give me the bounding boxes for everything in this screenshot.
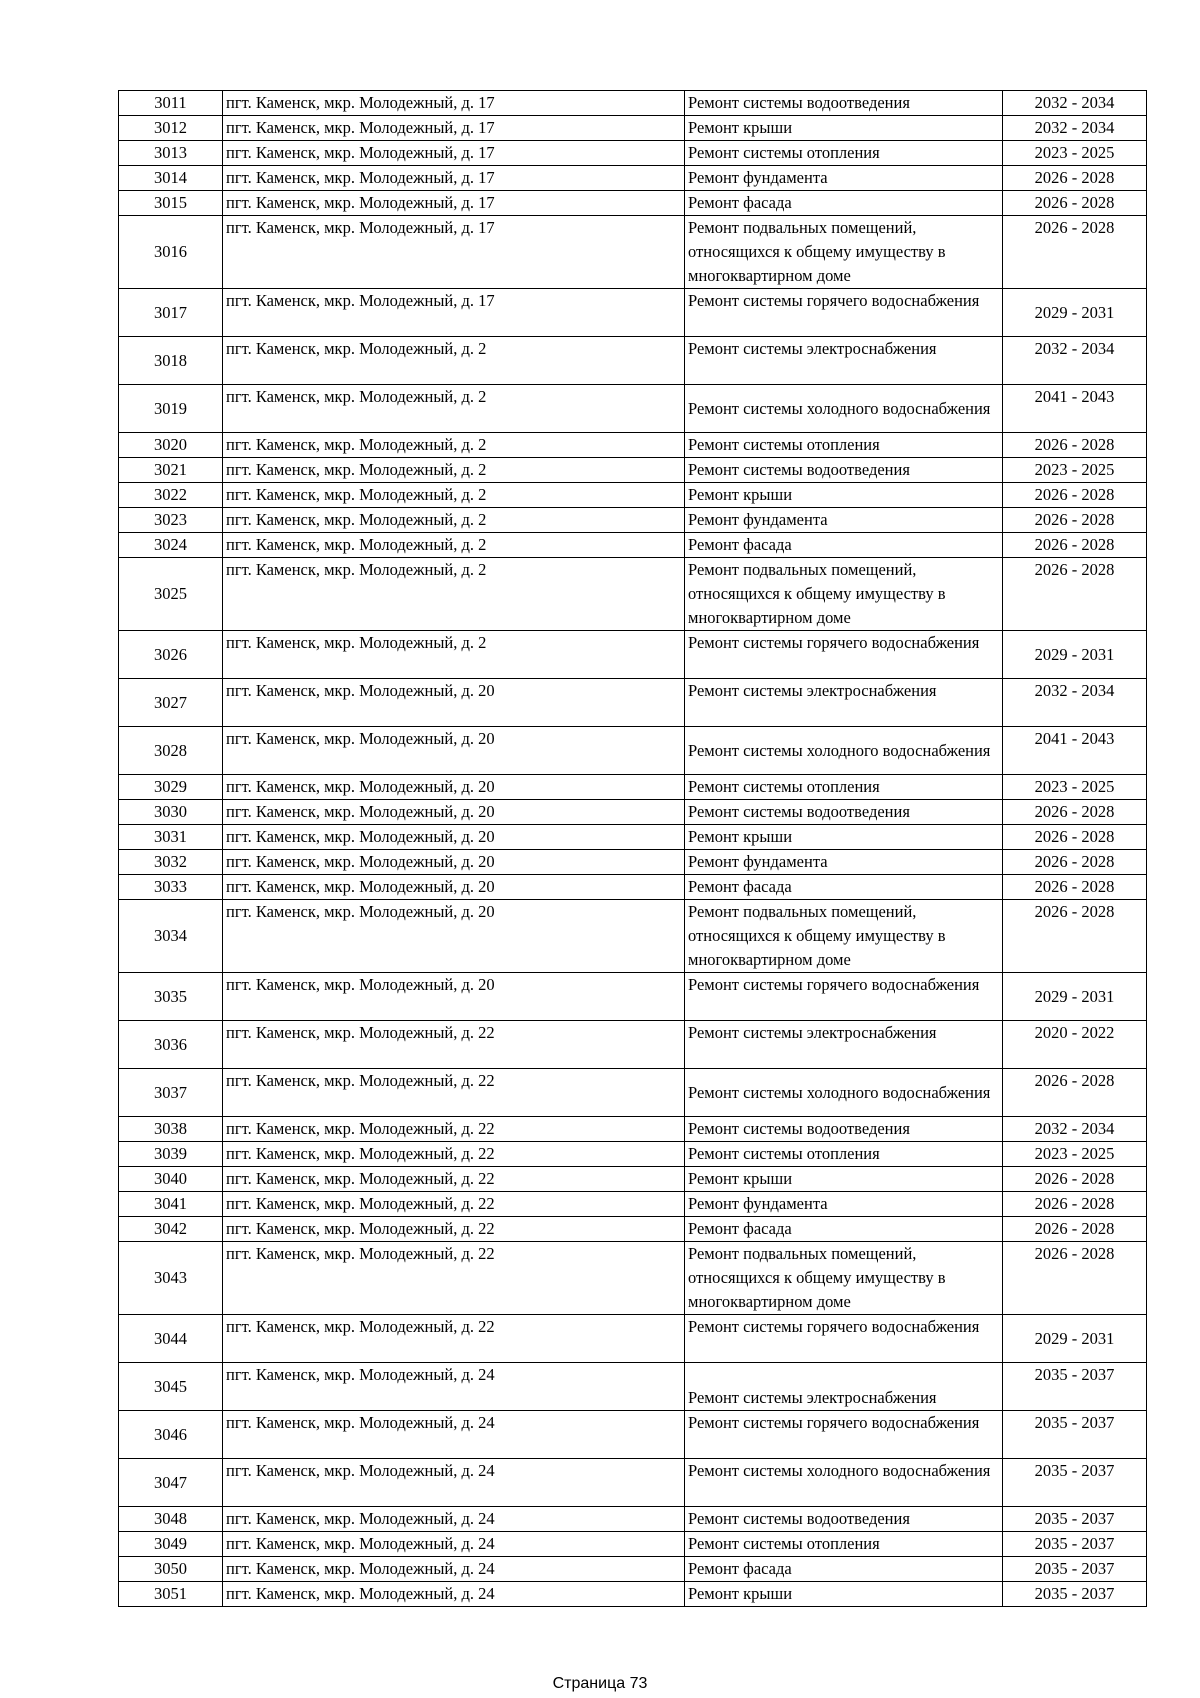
period-cell: 2026 - 2028: [1003, 800, 1147, 825]
address-cell: пгт. Каменск, мкр. Молодежный, д. 2: [223, 533, 685, 558]
table-row: [119, 337, 1147, 385]
period-cell: 2032 - 2034: [1003, 1117, 1147, 1142]
row-number-cell: 3012: [119, 116, 223, 141]
table-row: [119, 775, 1147, 800]
row-number-cell: 3050: [119, 1557, 223, 1582]
address-cell: пгт. Каменск, мкр. Молодежный, д. 24: [223, 1582, 685, 1607]
address-cell: пгт. Каменск, мкр. Молодежный, д. 22: [223, 1315, 685, 1363]
table-row: [119, 289, 1147, 337]
table-row: [119, 1192, 1147, 1217]
work-type-cell: Ремонт подвальных помещений, относящихся к общему имуществу в многоквартирном доме: [685, 900, 1003, 973]
table-row: [119, 679, 1147, 727]
row-number-cell: 3025: [119, 558, 223, 631]
row-number-cell: 3038: [119, 1117, 223, 1142]
row-number-cell: 3041: [119, 1192, 223, 1217]
table-row: [119, 1167, 1147, 1192]
address-cell: пгт. Каменск, мкр. Молодежный, д. 17: [223, 91, 685, 116]
row-number-cell: 3036: [119, 1021, 223, 1069]
period-cell: 2026 - 2028: [1003, 558, 1147, 631]
work-type-cell: Ремонт системы водоотведения: [685, 458, 1003, 483]
address-cell: пгт. Каменск, мкр. Молодежный, д. 17: [223, 116, 685, 141]
table-row: [119, 825, 1147, 850]
address-cell: пгт. Каменск, мкр. Молодежный, д. 20: [223, 775, 685, 800]
address-cell: пгт. Каменск, мкр. Молодежный, д. 17: [223, 289, 685, 337]
address-cell: пгт. Каменск, мкр. Молодежный, д. 22: [223, 1167, 685, 1192]
address-cell: пгт. Каменск, мкр. Молодежный, д. 22: [223, 1242, 685, 1315]
row-number-cell: 3032: [119, 850, 223, 875]
address-cell: пгт. Каменск, мкр. Молодежный, д. 22: [223, 1142, 685, 1167]
period-cell: 2026 - 2028: [1003, 1217, 1147, 1242]
period-cell: 2029 - 2031: [1003, 289, 1147, 337]
row-number-cell: 3015: [119, 191, 223, 216]
period-cell: 2035 - 2037: [1003, 1557, 1147, 1582]
work-type-cell: Ремонт системы электроснабжения: [685, 679, 1003, 727]
repair-schedule-table: [118, 90, 1147, 1607]
table-row: [119, 1142, 1147, 1167]
table-row: [119, 433, 1147, 458]
work-type-cell: Ремонт фасада: [685, 533, 1003, 558]
table-row: [119, 216, 1147, 289]
period-cell: 2035 - 2037: [1003, 1411, 1147, 1459]
period-cell: 2035 - 2037: [1003, 1532, 1147, 1557]
table-row: [119, 533, 1147, 558]
period-cell: 2023 - 2025: [1003, 458, 1147, 483]
address-cell: пгт. Каменск, мкр. Молодежный, д. 22: [223, 1217, 685, 1242]
address-cell: пгт. Каменск, мкр. Молодежный, д. 2: [223, 458, 685, 483]
work-type-cell: Ремонт фасада: [685, 1557, 1003, 1582]
period-cell: 2029 - 2031: [1003, 1315, 1147, 1363]
table-row: [119, 166, 1147, 191]
row-number-cell: 3018: [119, 337, 223, 385]
period-cell: 2026 - 2028: [1003, 1242, 1147, 1315]
period-cell: 2026 - 2028: [1003, 166, 1147, 191]
work-type-cell: Ремонт системы холодного водоснабжения: [685, 727, 1003, 775]
table-row: [119, 1459, 1147, 1507]
period-cell: 2026 - 2028: [1003, 433, 1147, 458]
work-type-cell: Ремонт системы горячего водоснабжения: [685, 289, 1003, 337]
table-row: [119, 973, 1147, 1021]
work-type-cell: Ремонт фундамента: [685, 850, 1003, 875]
period-cell: 2026 - 2028: [1003, 191, 1147, 216]
row-number-cell: 3021: [119, 458, 223, 483]
address-cell: пгт. Каменск, мкр. Молодежный, д. 24: [223, 1411, 685, 1459]
row-number-cell: 3045: [119, 1363, 223, 1411]
work-type-cell: Ремонт системы горячего водоснабжения: [685, 1411, 1003, 1459]
period-cell: 2026 - 2028: [1003, 216, 1147, 289]
work-type-cell: Ремонт системы горячего водоснабжения: [685, 973, 1003, 1021]
row-number-cell: 3051: [119, 1582, 223, 1607]
row-number-cell: 3011: [119, 91, 223, 116]
period-cell: 2026 - 2028: [1003, 1069, 1147, 1117]
table-row: [119, 483, 1147, 508]
row-number-cell: 3026: [119, 631, 223, 679]
row-number-cell: 3016: [119, 216, 223, 289]
work-type-cell: Ремонт системы холодного водоснабжения: [685, 1459, 1003, 1507]
address-cell: пгт. Каменск, мкр. Молодежный, д. 2: [223, 631, 685, 679]
work-type-cell: Ремонт крыши: [685, 483, 1003, 508]
work-type-cell: Ремонт системы электроснабжения: [685, 1363, 1003, 1411]
row-number-cell: 3014: [119, 166, 223, 191]
table-row: [119, 141, 1147, 166]
row-number-cell: 3035: [119, 973, 223, 1021]
work-type-cell: Ремонт системы водоотведения: [685, 1117, 1003, 1142]
work-type-cell: Ремонт системы электроснабжения: [685, 337, 1003, 385]
address-cell: пгт. Каменск, мкр. Молодежный, д. 24: [223, 1363, 685, 1411]
work-type-cell: Ремонт системы отопления: [685, 775, 1003, 800]
work-type-cell: Ремонт системы отопления: [685, 1532, 1003, 1557]
work-type-cell: Ремонт системы горячего водоснабжения: [685, 631, 1003, 679]
work-type-cell: Ремонт фасада: [685, 191, 1003, 216]
work-type-cell: Ремонт подвальных помещений, относящихся к общему имуществу в многоквартирном доме: [685, 558, 1003, 631]
address-cell: пгт. Каменск, мкр. Молодежный, д. 22: [223, 1069, 685, 1117]
period-cell: 2032 - 2034: [1003, 679, 1147, 727]
period-cell: 2032 - 2034: [1003, 91, 1147, 116]
period-cell: 2035 - 2037: [1003, 1459, 1147, 1507]
table-row: [119, 900, 1147, 973]
table-row: [119, 875, 1147, 900]
address-cell: пгт. Каменск, мкр. Молодежный, д. 20: [223, 875, 685, 900]
table-row: [119, 1532, 1147, 1557]
table-row: [119, 1315, 1147, 1363]
address-cell: пгт. Каменск, мкр. Молодежный, д. 20: [223, 825, 685, 850]
address-cell: пгт. Каменск, мкр. Молодежный, д. 20: [223, 679, 685, 727]
period-cell: 2035 - 2037: [1003, 1363, 1147, 1411]
row-number-cell: 3028: [119, 727, 223, 775]
period-cell: 2026 - 2028: [1003, 533, 1147, 558]
table-row: [119, 385, 1147, 433]
work-type-cell: Ремонт системы отопления: [685, 433, 1003, 458]
work-type-cell: Ремонт фундамента: [685, 166, 1003, 191]
address-cell: пгт. Каменск, мкр. Молодежный, д. 2: [223, 483, 685, 508]
work-type-cell: Ремонт системы отопления: [685, 141, 1003, 166]
address-cell: пгт. Каменск, мкр. Молодежный, д. 20: [223, 900, 685, 973]
table-body: [119, 91, 1147, 1607]
row-number-cell: 3023: [119, 508, 223, 533]
address-cell: пгт. Каменск, мкр. Молодежный, д. 2: [223, 508, 685, 533]
period-cell: 2023 - 2025: [1003, 775, 1147, 800]
work-type-cell: Ремонт фасада: [685, 875, 1003, 900]
period-cell: 2041 - 2043: [1003, 385, 1147, 433]
work-type-cell: Ремонт системы холодного водоснабжения: [685, 385, 1003, 433]
period-cell: 2026 - 2028: [1003, 483, 1147, 508]
table-row: [119, 727, 1147, 775]
table-row: [119, 458, 1147, 483]
work-type-cell: Ремонт системы холодного водоснабжения: [685, 1069, 1003, 1117]
row-number-cell: 3017: [119, 289, 223, 337]
table-row: [119, 631, 1147, 679]
row-number-cell: 3040: [119, 1167, 223, 1192]
row-number-cell: 3020: [119, 433, 223, 458]
work-type-cell: Ремонт системы водоотведения: [685, 91, 1003, 116]
period-cell: 2026 - 2028: [1003, 900, 1147, 973]
period-cell: 2026 - 2028: [1003, 1167, 1147, 1192]
work-type-cell: Ремонт фасада: [685, 1217, 1003, 1242]
work-type-cell: Ремонт крыши: [685, 116, 1003, 141]
period-cell: 2041 - 2043: [1003, 727, 1147, 775]
table-row: [119, 800, 1147, 825]
period-cell: 2023 - 2025: [1003, 1142, 1147, 1167]
table-row: [119, 1117, 1147, 1142]
period-cell: 2026 - 2028: [1003, 825, 1147, 850]
work-type-cell: Ремонт системы водоотведения: [685, 800, 1003, 825]
row-number-cell: 3030: [119, 800, 223, 825]
period-cell: 2026 - 2028: [1003, 508, 1147, 533]
address-cell: пгт. Каменск, мкр. Молодежный, д. 17: [223, 166, 685, 191]
period-cell: 2023 - 2025: [1003, 141, 1147, 166]
work-type-cell: Ремонт подвальных помещений, относящихся к общему имуществу в многоквартирном доме: [685, 216, 1003, 289]
table-row: [119, 1557, 1147, 1582]
work-type-cell: Ремонт системы отопления: [685, 1142, 1003, 1167]
row-number-cell: 3031: [119, 825, 223, 850]
row-number-cell: 3027: [119, 679, 223, 727]
address-cell: пгт. Каменск, мкр. Молодежный, д. 24: [223, 1557, 685, 1582]
row-number-cell: 3047: [119, 1459, 223, 1507]
address-cell: пгт. Каменск, мкр. Молодежный, д. 2: [223, 337, 685, 385]
address-cell: пгт. Каменск, мкр. Молодежный, д. 2: [223, 433, 685, 458]
address-cell: пгт. Каменск, мкр. Молодежный, д. 24: [223, 1459, 685, 1507]
row-number-cell: 3022: [119, 483, 223, 508]
row-number-cell: 3013: [119, 141, 223, 166]
row-number-cell: 3037: [119, 1069, 223, 1117]
row-number-cell: 3019: [119, 385, 223, 433]
address-cell: пгт. Каменск, мкр. Молодежный, д. 17: [223, 141, 685, 166]
table-row: [119, 558, 1147, 631]
row-number-cell: 3039: [119, 1142, 223, 1167]
work-type-cell: Ремонт системы горячего водоснабжения: [685, 1315, 1003, 1363]
table-row: [119, 191, 1147, 216]
row-number-cell: 3049: [119, 1532, 223, 1557]
table-row: [119, 1507, 1147, 1532]
row-number-cell: 3046: [119, 1411, 223, 1459]
row-number-cell: 3033: [119, 875, 223, 900]
address-cell: пгт. Каменск, мкр. Молодежный, д. 22: [223, 1117, 685, 1142]
table-row: [119, 850, 1147, 875]
period-cell: 2026 - 2028: [1003, 875, 1147, 900]
address-cell: пгт. Каменск, мкр. Молодежный, д. 2: [223, 385, 685, 433]
work-type-cell: Ремонт подвальных помещений, относящихся к общему имуществу в многоквартирном доме: [685, 1242, 1003, 1315]
row-number-cell: 3042: [119, 1217, 223, 1242]
address-cell: пгт. Каменск, мкр. Молодежный, д. 20: [223, 727, 685, 775]
table-row: [119, 1021, 1147, 1069]
table-row: [119, 1069, 1147, 1117]
period-cell: 2035 - 2037: [1003, 1507, 1147, 1532]
work-type-cell: Ремонт крыши: [685, 1167, 1003, 1192]
work-type-cell: Ремонт фундамента: [685, 1192, 1003, 1217]
table-row: [119, 1411, 1147, 1459]
address-cell: пгт. Каменск, мкр. Молодежный, д. 24: [223, 1532, 685, 1557]
period-cell: 2032 - 2034: [1003, 337, 1147, 385]
table-row: [119, 1582, 1147, 1607]
period-cell: 2026 - 2028: [1003, 1192, 1147, 1217]
table-row: [119, 1242, 1147, 1315]
row-number-cell: 3034: [119, 900, 223, 973]
address-cell: пгт. Каменск, мкр. Молодежный, д. 2: [223, 558, 685, 631]
work-type-cell: Ремонт крыши: [685, 825, 1003, 850]
page-number: Страница 73: [552, 1675, 648, 1692]
work-type-cell: Ремонт крыши: [685, 1582, 1003, 1607]
address-cell: пгт. Каменск, мкр. Молодежный, д. 22: [223, 1192, 685, 1217]
period-cell: 2032 - 2034: [1003, 116, 1147, 141]
period-cell: 2029 - 2031: [1003, 973, 1147, 1021]
table-row: [119, 1217, 1147, 1242]
table-row: [119, 508, 1147, 533]
row-number-cell: 3029: [119, 775, 223, 800]
table-row: [119, 91, 1147, 116]
row-number-cell: 3044: [119, 1315, 223, 1363]
address-cell: пгт. Каменск, мкр. Молодежный, д. 17: [223, 191, 685, 216]
row-number-cell: 3024: [119, 533, 223, 558]
work-type-cell: Ремонт системы электроснабжения: [685, 1021, 1003, 1069]
address-cell: пгт. Каменск, мкр. Молодежный, д. 17: [223, 216, 685, 289]
period-cell: 2035 - 2037: [1003, 1582, 1147, 1607]
address-cell: пгт. Каменск, мкр. Молодежный, д. 20: [223, 973, 685, 1021]
table-row: [119, 1363, 1147, 1411]
period-cell: 2029 - 2031: [1003, 631, 1147, 679]
table-row: [119, 116, 1147, 141]
address-cell: пгт. Каменск, мкр. Молодежный, д. 20: [223, 800, 685, 825]
row-number-cell: 3048: [119, 1507, 223, 1532]
period-cell: 2026 - 2028: [1003, 850, 1147, 875]
row-number-cell: 3043: [119, 1242, 223, 1315]
work-type-cell: Ремонт системы водоотведения: [685, 1507, 1003, 1532]
work-type-cell: Ремонт фундамента: [685, 508, 1003, 533]
period-cell: 2020 - 2022: [1003, 1021, 1147, 1069]
address-cell: пгт. Каменск, мкр. Молодежный, д. 22: [223, 1021, 685, 1069]
address-cell: пгт. Каменск, мкр. Молодежный, д. 24: [223, 1507, 685, 1532]
address-cell: пгт. Каменск, мкр. Молодежный, д. 20: [223, 850, 685, 875]
